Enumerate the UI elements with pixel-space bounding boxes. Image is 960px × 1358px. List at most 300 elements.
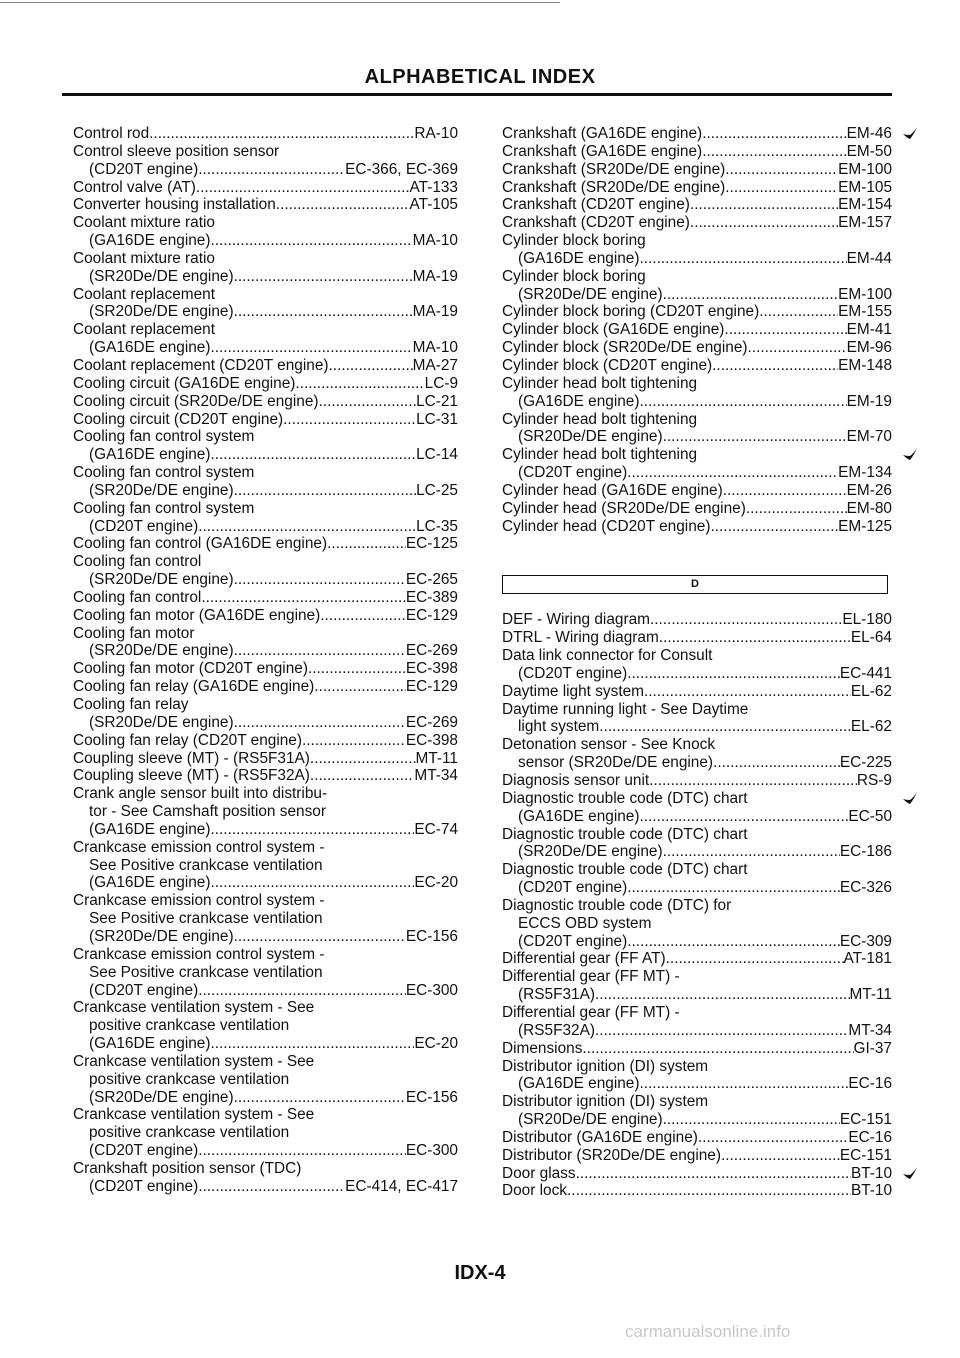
entry-line [502,214,892,232]
entry-text: Cooling fan control (GA16DE engine) [73,535,328,553]
entry-text: Coupling sleeve (MT) - (RS5F32A) [73,767,310,785]
section-header-d: D [502,575,888,594]
page-ref: LC-25 [416,481,458,499]
dot-leader [721,1147,840,1165]
index-entry [73,625,458,661]
entry-text: (CD20T engine) [518,464,628,482]
page-ref: AT-105 [409,196,458,214]
entry-text: Differential gear (FF MT) - [502,1003,680,1021]
page-ref: EM-157 [838,214,892,232]
dot-leader [201,589,405,607]
entry-line [502,665,892,683]
entry-line [73,125,458,143]
page-ref: EC-265 [405,571,458,589]
dot-leader [329,357,413,375]
entry-text: (GA16DE engine) [518,807,640,825]
page-ref: GI-37 [853,1039,892,1057]
entry-text: Cooling fan control system [73,428,255,446]
entry-text: (CD20T engine) [518,932,628,950]
entry-text: Control sleeve position sensor [73,142,280,160]
page-ref: MT-11 [415,749,458,767]
entry-text: (GA16DE engine) [89,1035,211,1053]
entry-line [73,518,458,536]
dot-leader [650,611,842,629]
entry-text: Crankshaft (SR20De/DE engine) [502,178,726,196]
dot-leader [310,767,414,785]
index-entry [73,375,458,393]
entry-text: Cooling fan control system [73,464,255,482]
entry-line [502,518,892,536]
dot-leader [690,196,838,214]
title-rule [62,93,892,96]
dot-leader [149,125,414,143]
page-ref: MA-27 [412,356,458,374]
entry-line [73,803,458,821]
page-ref: EM-100 [838,160,892,178]
dot-leader [234,642,406,660]
entry-text: Cooling fan control [73,588,202,606]
dot-leader [308,660,406,678]
entry-line [73,1178,458,1196]
entry-text: Cooling fan relay (CD20T engine) [73,731,302,749]
dot-leader [234,1089,406,1107]
page-ref: MA-10 [412,232,458,250]
index-entry [73,750,458,768]
entry-line [73,892,458,910]
index-entry [502,339,892,357]
dot-leader [319,393,417,411]
index-entry [502,303,892,321]
page-ref: MT-34 [414,767,458,785]
page-ref: EM-41 [846,321,892,339]
page-ref: LC-14 [416,446,458,464]
dot-leader [234,482,417,500]
entry-text: Control rod [73,125,150,142]
entry-text: Distributor ignition (DI) system [502,1093,709,1111]
index-entry [73,357,458,375]
page-ref: EM-148 [838,356,892,374]
entry-text: (SR20De/DE engine) [518,843,663,861]
entry-text: Cylinder block (CD20T engine) [502,356,713,374]
page-ref: EM-105 [838,178,892,196]
index-entry [502,1182,892,1200]
page-ref: EC-398 [405,731,458,749]
entry-line [73,1035,458,1053]
entry-text: sensor (SR20De/DE engine) [518,754,714,772]
entry-line [502,986,892,1004]
page-ref: EM-100 [838,285,892,303]
page-ref: EC-156 [405,927,458,945]
c-entries-continued [502,125,892,535]
index-entry [73,214,458,250]
entry-line [502,1004,892,1022]
index-entry [73,999,458,1053]
entry-text: Cylinder block boring (CD20T engine) [502,303,760,321]
page-ref: BT-10 [850,1164,892,1182]
index-entry [73,785,458,839]
dot-leader [314,678,406,696]
dot-leader [283,411,416,429]
entry-text: (SR20De/DE engine) [89,713,234,731]
entry-text: (GA16DE engine) [89,820,211,838]
dot-leader [198,1178,345,1196]
entry-line [73,1106,458,1124]
page-ref: BT-10 [850,1182,892,1200]
page-ref: EM-154 [838,196,892,214]
entry-text: See Positive crankcase ventilation [89,963,323,981]
entry-line [73,1089,458,1107]
index-entry [73,535,458,553]
entry-text: See Positive crankcase ventilation [89,856,323,874]
page-ref: EM-80 [846,499,892,517]
page-ref: EC-300 [405,1142,458,1160]
index-entry [502,375,892,411]
page-ref: EM-70 [846,428,892,446]
dot-leader [327,535,406,553]
index-entry [73,143,458,179]
index-entry [502,611,892,629]
entry-text: (CD20T engine) [89,1142,199,1160]
entry-text: Crankcase emission control system - [73,945,325,963]
entry-text: Cylinder head (GA16DE engine) [502,481,723,499]
dot-leader [210,821,414,839]
index-entry [502,161,892,179]
entry-line [73,767,458,785]
entry-text: (RS5F32A) [518,1021,595,1039]
entry-text: Crankshaft (CD20T engine) [502,196,690,214]
entry-text: Diagnostic trouble code (DTC) chart [502,861,748,879]
entry-line [73,999,458,1017]
page-ref: EL-180 [842,611,892,629]
entry-line [73,1142,458,1160]
page-ref: EC-300 [405,981,458,999]
entry-line [73,1053,458,1071]
entry-line [73,678,458,696]
entry-text: Coolant replacement (CD20T engine) [73,356,329,374]
dot-leader [576,1165,851,1183]
index-entry [73,607,458,625]
page-ref: EL-62 [850,718,892,736]
entry-line [502,808,892,826]
index-entry [73,179,458,197]
entry-line [73,196,458,214]
entry-line [73,268,458,286]
d-entries [502,611,892,1200]
entry-line [502,357,892,375]
dot-leader [198,1142,406,1160]
entry-line [502,861,892,879]
entry-line [73,553,458,571]
entry-text: Coolant mixture ratio [73,214,215,232]
page-ref: LC-21 [416,392,458,410]
entry-text: Cooling circuit (CD20T engine) [73,410,284,428]
entry-text: (SR20De/DE engine) [89,267,234,285]
dot-leader [234,714,406,732]
index-entry [73,464,458,500]
page-ref: MA-10 [412,339,458,357]
entry-line [73,464,458,482]
index-entry [502,826,892,862]
entry-text: Distributor (SR20De/DE engine) [502,1146,721,1164]
entry-text: Crankcase emission control system - [73,892,325,910]
entry-text: Door glass [502,1164,576,1182]
checkmark-icon [902,125,918,141]
index-entry [73,500,458,536]
entry-text: Cylinder block boring [502,267,646,285]
entry-line [73,250,458,268]
entry-text: (RS5F31A) [518,986,595,1004]
entry-text: Coolant mixture ratio [73,249,215,267]
entry-line [502,161,892,179]
page-ref: EC-50 [848,807,892,825]
entry-line [73,535,458,553]
entry-line [502,950,892,968]
entry-text: Crankshaft (CD20T engine) [502,214,690,232]
index-entry [502,1058,892,1094]
entry-text: Diagnostic trouble code (DTC) chart [502,825,748,843]
entry-text: positive crankcase ventilation [89,1124,290,1142]
dot-leader [627,879,840,897]
entry-text: Control valve (AT) [73,178,196,196]
entry-line [502,464,892,482]
index-entry [502,861,892,897]
page-ref: EM-125 [838,517,892,535]
entry-text: Cylinder head bolt tightening [502,374,698,392]
index-entry [502,214,892,232]
entry-line [502,500,892,518]
page-ref: EC-441 [839,664,892,682]
entry-line [73,821,458,839]
dot-leader [639,393,846,411]
entry-text: Distributor (GA16DE engine) [502,1128,698,1146]
entry-text: (SR20De/DE engine) [518,285,663,303]
page-ref: EM-96 [846,339,892,357]
index-entry [73,428,458,464]
entry-text: tor - See Camshaft position sensor [89,803,326,821]
entry-line [502,1093,892,1111]
entry-line [73,1071,458,1089]
entry-line [502,303,892,321]
entry-line [73,428,458,446]
page-ref: EL-64 [850,629,892,647]
right-index-column [502,125,892,1200]
entry-text: Diagnostic trouble code (DTC) for [502,896,732,914]
entry-text: Data link connector for Consult [502,647,713,665]
entry-line [73,785,458,803]
index-entry [73,696,458,732]
entry-text: positive crankcase ventilation [89,1017,290,1035]
index-entry [73,321,458,357]
index-entry [502,179,892,197]
entry-line [73,321,458,339]
dot-leader [663,843,840,861]
index-entry [73,660,458,678]
index-entry [502,268,892,304]
entry-line [502,179,892,197]
entry-text: (GA16DE engine) [89,339,211,357]
entry-text: Crankcase emission control system - [73,838,325,856]
dot-leader [759,303,838,321]
index-entry [502,500,892,518]
dot-leader [234,928,406,946]
page-title: ALPHABETICAL INDEX [364,66,596,88]
entry-line [502,250,892,268]
entry-text: Cooling fan control system [73,499,255,517]
entry-text: (SR20De/DE engine) [89,571,234,589]
entry-line [502,286,892,304]
entry-line [502,411,892,429]
dot-leader [663,286,839,304]
page-ref: EC-125 [405,535,458,553]
entry-text: Cylinder block boring [502,232,646,250]
index-entry [502,1147,892,1165]
entry-text: Cooling fan control [73,553,202,571]
entry-line [502,1058,892,1076]
entry-text: Dimensions [502,1039,583,1057]
page-ref: LC-35 [416,517,458,535]
page-ref: EM-50 [846,142,892,160]
page-number: IDX-4 [454,1262,506,1284]
dot-leader [748,339,847,357]
entry-line [502,268,892,286]
dot-leader [746,500,847,518]
watermark: carmanualsonline.info [625,1322,791,1341]
dot-leader [702,143,846,161]
entry-text: (CD20T engine) [89,160,199,178]
entry-text: Crank angle sensor built into distribu- [73,785,328,803]
dot-leader [234,571,406,589]
index-entry [502,482,892,500]
entry-line [502,933,892,951]
dot-leader [210,339,412,357]
index-entry [73,411,458,429]
entry-line [502,843,892,861]
entry-line [502,879,892,897]
entry-text: (SR20De/DE engine) [518,1111,663,1129]
page-ref: EC-74 [414,820,458,838]
entry-line [502,1165,892,1183]
index-entry [502,790,892,826]
index-entry [502,772,892,790]
entry-text: Differential gear (FF MT) - [502,968,680,986]
entry-line [502,1111,892,1129]
entry-line [73,393,458,411]
entry-line [502,647,892,665]
checkmark-icon [902,1165,918,1181]
entry-line [502,1075,892,1093]
entry-line [73,161,458,179]
page-ref: EM-19 [846,392,892,410]
entry-text: Cooling circuit (GA16DE engine) [73,374,296,392]
entry-line [73,411,458,429]
dot-leader [639,808,848,826]
entry-line [502,772,892,790]
entry-line [73,964,458,982]
entry-text: (CD20T engine) [518,879,628,897]
index-entry [502,1093,892,1129]
page-ref: EC-16 [848,1128,892,1146]
entry-text: DTRL - Wiring diagram [502,629,659,647]
page-ref: EC-156 [405,1088,458,1106]
top-rule [0,2,560,3]
entry-line [502,143,892,161]
entry-line [73,928,458,946]
dot-leader [210,446,416,464]
dot-leader [210,1035,414,1053]
index-entry [502,629,892,647]
page-ref: EC-269 [405,642,458,660]
index-entry [73,553,458,589]
page-ref: EC-309 [839,932,892,950]
index-entry [502,232,892,268]
index-entry [73,589,458,607]
entry-line [73,1124,458,1142]
index-entry [73,286,458,322]
entry-text: Coupling sleeve (MT) - (RS5F31A) [73,749,310,767]
dot-leader [627,665,840,683]
entry-text: See Positive crankcase ventilation [89,910,323,928]
entry-line [73,874,458,892]
entry-text: Crankshaft (GA16DE engine) [502,142,703,160]
entry-text: Cylinder head bolt tightening [502,410,698,428]
page-ref: LC-9 [424,374,458,392]
dot-leader [627,464,838,482]
entry-text: (GA16DE engine) [518,392,640,410]
entry-text: Cooling fan relay [73,696,189,713]
entry-text: Crankcase ventilation system - See [73,999,315,1017]
entry-text: Differential gear (FF AT) [502,950,666,968]
entry-line [502,482,892,500]
page-ref: RA-10 [414,125,458,142]
page-ref: AT-181 [843,950,892,968]
page-ref: EC-225 [839,754,892,772]
checkmark-icon [902,790,918,806]
entry-line [73,303,458,321]
entry-text: (CD20T engine) [518,664,628,682]
entry-text: (CD20T engine) [89,517,199,535]
entry-line [502,915,892,933]
entry-line [502,897,892,915]
index-entry [502,446,892,482]
dot-leader [567,1182,851,1200]
entry-line [502,718,892,736]
entry-line [73,446,458,464]
dot-leader [582,1040,853,1058]
entry-line [502,629,892,647]
entry-line [73,232,458,250]
index-entry [502,125,892,143]
dot-leader [698,1129,848,1147]
page-ref: MT-34 [848,1021,892,1039]
dot-leader [644,683,851,701]
index-entry [73,1160,458,1196]
entry-text: (GA16DE engine) [518,249,640,267]
entry-line [73,179,458,197]
page-ref: RS-9 [856,772,892,789]
page-ref: EC-20 [414,1035,458,1053]
entry-text: Cooling fan motor (CD20T engine) [73,660,308,678]
entry-line [502,790,892,808]
dot-leader [725,179,838,197]
entry-line [73,357,458,375]
index-entry [502,321,892,339]
dot-leader [639,250,846,268]
entry-line [73,625,458,643]
page-ref: EC-186 [839,843,892,861]
page-ref: EM-155 [838,303,892,321]
entry-line [73,714,458,732]
dot-leader [663,428,847,446]
